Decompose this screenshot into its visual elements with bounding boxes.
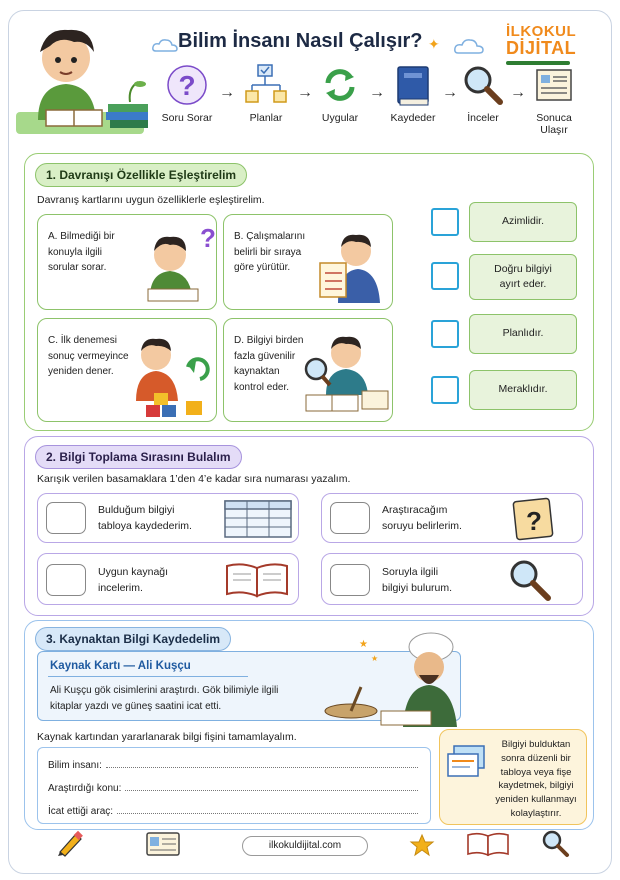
cloud-icon [454, 38, 484, 54]
section-order-steps [24, 436, 594, 616]
flowchart-icon [243, 62, 289, 108]
arrow-right-icon: → [442, 84, 458, 101]
source-card: Kaynak Kartı — Ali Kuşçu Ali Kuşçu gök cisimlerini araştırdı. Gök bilimiyle ilgili kitaplar yazdı ve güneş saatini icat etti. [37, 651, 461, 721]
arrow-right-icon: → [219, 84, 235, 101]
divider [48, 676, 248, 677]
svg-text:?: ? [178, 70, 196, 101]
page-title: Bilim İnsanı Nasıl Çalışır? [178, 30, 423, 52]
instruction: Karışık verilen basamaklara 1’den 4’e kadar sıra numarası yazalım. [37, 473, 351, 485]
match-checkbox-2[interactable] [431, 262, 459, 290]
pencil-icon [56, 830, 84, 856]
id-card-icon [146, 832, 180, 856]
step-record: Kaydeder [384, 62, 442, 124]
instruction: Kaynak kartından yararlanarak bilgi fişini tamamlayalım. [37, 731, 297, 743]
svg-text:?: ? [200, 223, 216, 253]
answer-line[interactable] [106, 758, 418, 768]
tip-note: Bilgiyi bulduktan sonra düzenli bir tabloya veya fişe kaydetmek, bilgiyi yeniden kullanmayı kolaylaştırır. [439, 729, 587, 825]
svg-text:★: ★ [371, 654, 379, 663]
boy-reading-illustration [16, 22, 156, 142]
magnifier-icon [506, 558, 554, 602]
trait-card-3: Planlıdır. [469, 314, 577, 354]
order-number-box[interactable] [46, 502, 86, 534]
book-icon [390, 62, 436, 108]
website-url[interactable]: ilkokuldijital.com [242, 836, 368, 856]
section-title: 1. Davranışı Özellikle Eşleştirelim [35, 163, 247, 187]
cloud-icon [152, 38, 178, 52]
open-book-icon [466, 832, 510, 858]
step-card-examine-source: Uygun kaynağı incelerim. [37, 553, 299, 605]
planning-boy-illustration [316, 221, 390, 307]
arrow-right-icon: → [369, 84, 385, 101]
question-icon [164, 62, 210, 108]
step-card-find-information: Soruyla ilgili bilgiyi bulurum. [321, 553, 583, 605]
form-field-invention: İcat ettiği araç: [48, 804, 418, 817]
section-title: 2. Bilgi Toplama Sırasını Bulalım [35, 445, 242, 469]
ali-kuscu-illustration [315, 629, 467, 729]
cycle-arrows-icon [317, 62, 363, 108]
star-icon: ✦ [428, 36, 440, 52]
section-match-behavior [24, 153, 594, 431]
step-card-define-question: Araştıracağım soruyu belirlerim. ? [321, 493, 583, 543]
magnifier-icon [540, 828, 570, 858]
table-icon [224, 500, 292, 538]
curious-boy-illustration [134, 221, 214, 307]
trait-card-4: Meraklıdır. [469, 370, 577, 410]
answer-line[interactable] [125, 781, 418, 791]
question-note-icon [512, 496, 556, 542]
information-form [37, 747, 431, 824]
step-examine: İnceler [456, 62, 510, 124]
answer-line[interactable] [117, 804, 418, 814]
step-card-record-table: Bulduğum bilgiyi tabloya kaydederim. [37, 493, 299, 543]
behavior-card-b: B. Çalışmalarını belirli bir sıraya göre yürütür. [223, 214, 393, 310]
step-apply: Uygular [312, 62, 368, 124]
open-book-icon [224, 560, 290, 600]
step-ask-question: ? Soru Sorar [160, 62, 214, 124]
behavior-card-c: C. İlk denemesi sonuç vermeyince yeniden dener. [37, 318, 217, 422]
section-title: 3. Kaynaktan Bilgi Kaydedelim [35, 627, 231, 651]
order-number-box[interactable] [46, 564, 86, 596]
match-checkbox-3[interactable] [431, 320, 459, 348]
source-card-title: Kaynak Kartı — Ali Kuşçu [50, 660, 191, 672]
match-checkbox-1[interactable] [431, 208, 459, 236]
magnifier-icon [460, 62, 506, 108]
instruction: Davranış kartlarını uygun özelliklerle eşleştirelim. [37, 194, 265, 206]
star-icon [410, 834, 434, 856]
form-field-topic: Araştırdığı konu: [48, 781, 418, 794]
behavior-card-d: D. Bilgiyi birden fazla güvenilir kaynaktan kontrol eder. [223, 318, 393, 422]
checking-sources-boy-illustration [300, 325, 392, 419]
step-conclude: Sonuca Ulaşır [526, 62, 582, 136]
order-number-box[interactable] [330, 502, 370, 534]
form-field-scientist: Bilim insanı: [48, 758, 418, 771]
arrow-right-icon: → [510, 84, 526, 101]
order-number-box[interactable] [330, 564, 370, 596]
trait-card-1: Azimlidir. [469, 202, 577, 242]
retrying-boy-illustration [126, 327, 214, 421]
svg-text:★: ★ [359, 639, 368, 650]
document-icon [531, 62, 577, 108]
trait-card-2: Doğru bilgiyi ayırt eder. [469, 254, 577, 300]
brand-logo: İLKOKUL DİJİTAL [506, 23, 577, 58]
behavior-card-a: A. Bilmediği bir konuyla ilgili sorular sorar. ? [37, 214, 217, 310]
arrow-right-icon: → [297, 84, 313, 101]
index-card-icon [446, 744, 486, 780]
svg-text:?: ? [526, 506, 542, 536]
match-checkbox-4[interactable] [431, 376, 459, 404]
step-plan: Planlar [238, 62, 294, 124]
section-record-source [24, 620, 594, 830]
